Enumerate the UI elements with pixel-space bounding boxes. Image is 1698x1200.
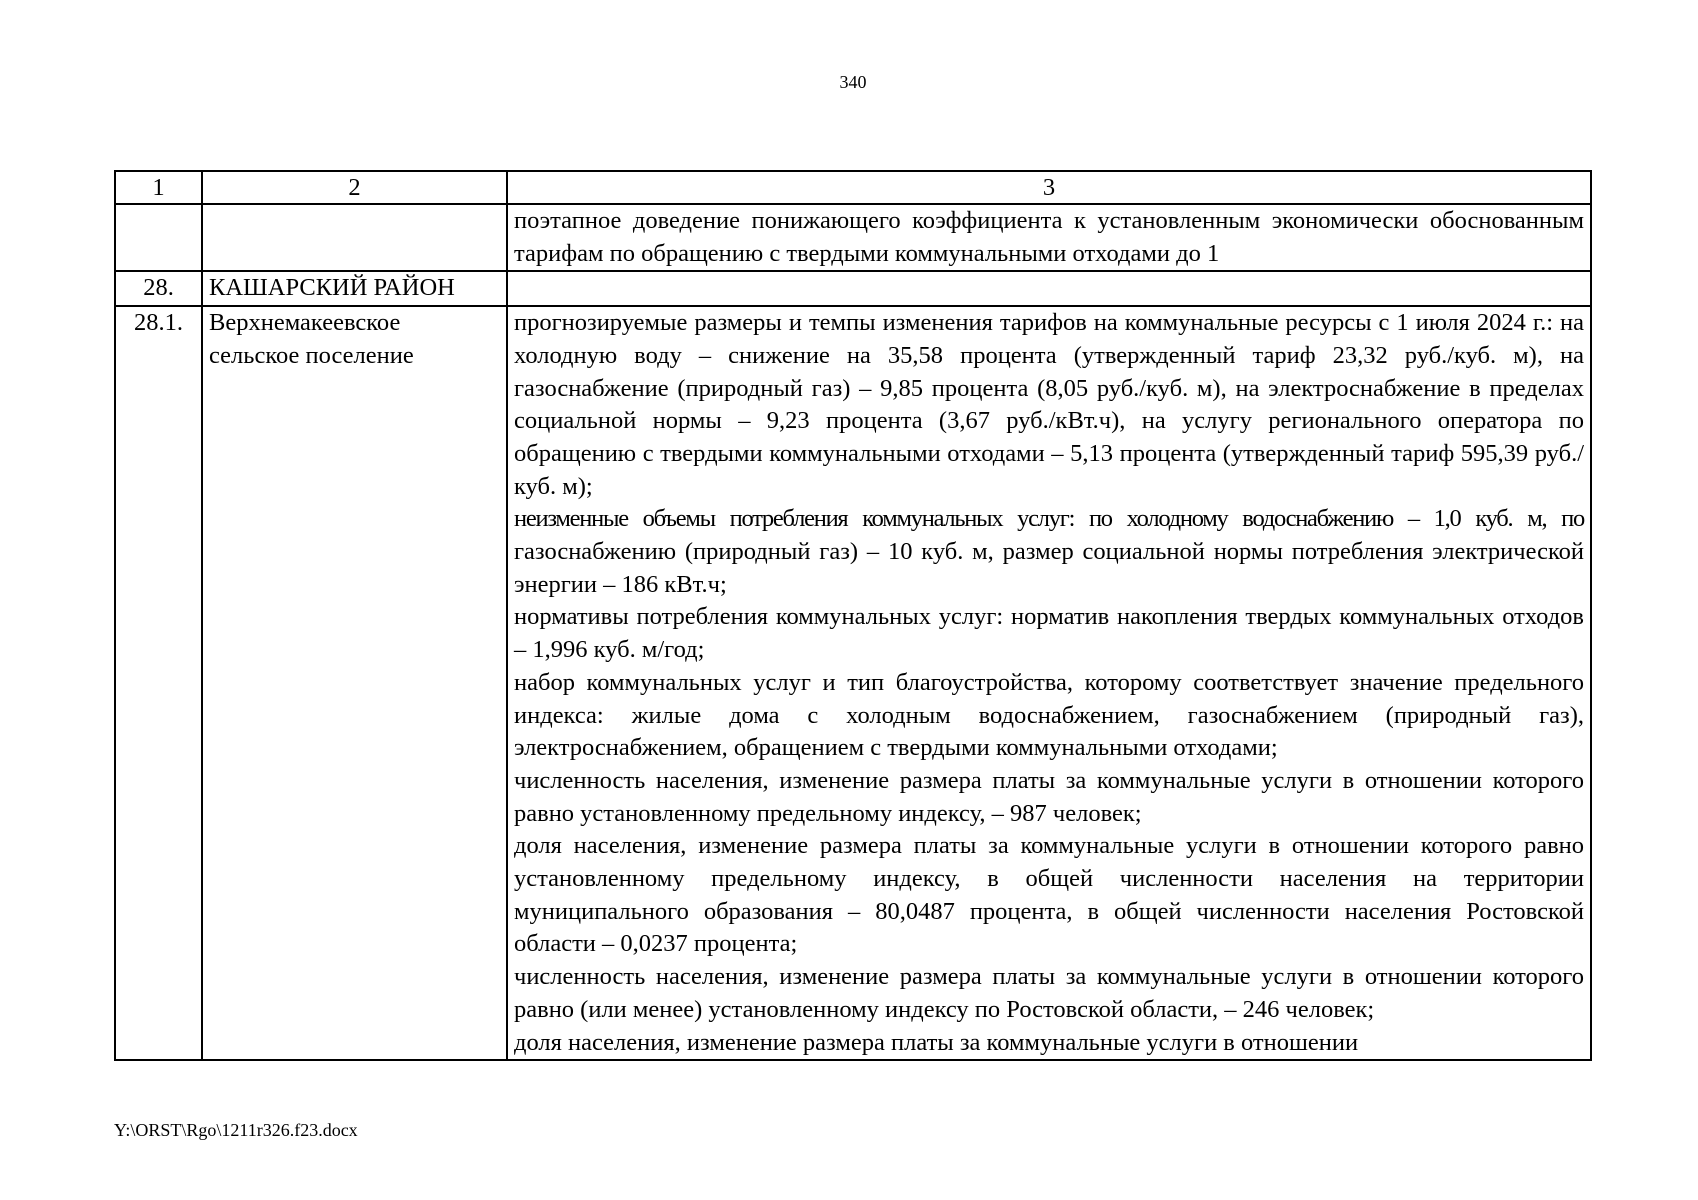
paragraph-population-count: численность населения, изменение размера платы за коммунальные услуги в отношении которого равно установленному предельному индексу, – 987 человек; [514,766,1584,827]
tariff-table-container [114,170,1592,1061]
page-number: 340 [839,72,867,92]
paragraph-population-share-regional: доля населения, изменение размера платы за коммунальные услуги в отношении [514,1028,1359,1056]
paragraph-population-count-regional: численность населения, изменение размера платы за коммунальные услуги в отношении которого равно (или менее) установленному индексу по Ростовской области, – 246 человек; [514,963,1584,1023]
paragraph-service-set: набор коммунальных услуг и тип благоустройства, которому соответствует значение предельного индекса: жилые дома с холодным водоснабжением, газоснабжением (природный газ), электроснабжением, обращением с твердыми коммунальными отходами; [514,668,1584,762]
settlement-number: 28.1. [115,306,202,1060]
paragraph-consumption-norms: нормативы потребления коммунальных услуг: норматив накопления твердых коммунальных отходов – 1,996 куб. м/год; [514,603,1584,664]
district-number: 28. [115,271,202,306]
settlement-name-line-2: сельское поселение [209,341,414,369]
table-row-settlement [115,306,1591,1060]
paragraph-consumption-volumes: неизменные объемы потребления коммунальных услуг: по холодному водоснабжению – 1,0 куб. м, по [514,505,1584,533]
continuation-text [507,204,1591,271]
district-content-cell [507,271,1591,306]
paragraph-consumption-volumes-cont: газоснабжению (природный газ) – 10 куб. м, размер социальной нормы потребления электрической энергии – 186 кВт.ч; [514,538,1584,598]
tariff-table [114,170,1592,1061]
column-header-2: 2 [202,171,507,204]
row-number-cell [115,204,202,271]
continuation-paragraph: поэтапное доведение понижающего коэффициента к установленным экономически обоснованным тарифам по обращению с твердыми коммунальными отходами до 1 [514,207,1584,267]
paragraph-population-share: доля населения, изменение размера платы за коммунальные услуги в отношении которого равно установленному предельному индексу, в общей численности населения на территории муниципального образования – 80,0487 процента, в общей численности населения Ростовской области – 0,0237 процента; [514,832,1584,958]
table-header-row [115,171,1591,204]
column-header-1: 1 [115,171,202,204]
column-header-3: 3 [507,171,1591,204]
district-name: КАШАРСКИЙ РАЙОН [202,271,507,306]
settlement-name-line-1: Верхнемакеевское [209,309,401,337]
settlement-content [507,306,1591,1060]
table-row-district [115,271,1591,306]
row-name-cell [202,204,507,271]
settlement-name [202,306,507,1060]
table-row-continuation [115,204,1591,271]
paragraph-tariff-forecast: прогнозируемые размеры и темпы изменения тарифов на коммунальные ресурсы с 1 июля 2024 г.: на холодную воду – снижение на 35,58 процента (утвержденный тариф 23,32 руб./куб. м), на газоснабжение (природный газ) – 9,85 процента (8,05 руб./куб. м), на электроснабжение в пределах социальной нормы – 9,23 процента (3,67 руб./кВт.ч), на услугу регионального оператора по обращению с твердыми коммунальными отходами – 5,13 процента (утвержденный тариф 595,39 руб./куб. м); [514,309,1584,500]
footer-file-path: Y:\ORST\Rgo\1211r326.f23.docx [114,1120,358,1140]
